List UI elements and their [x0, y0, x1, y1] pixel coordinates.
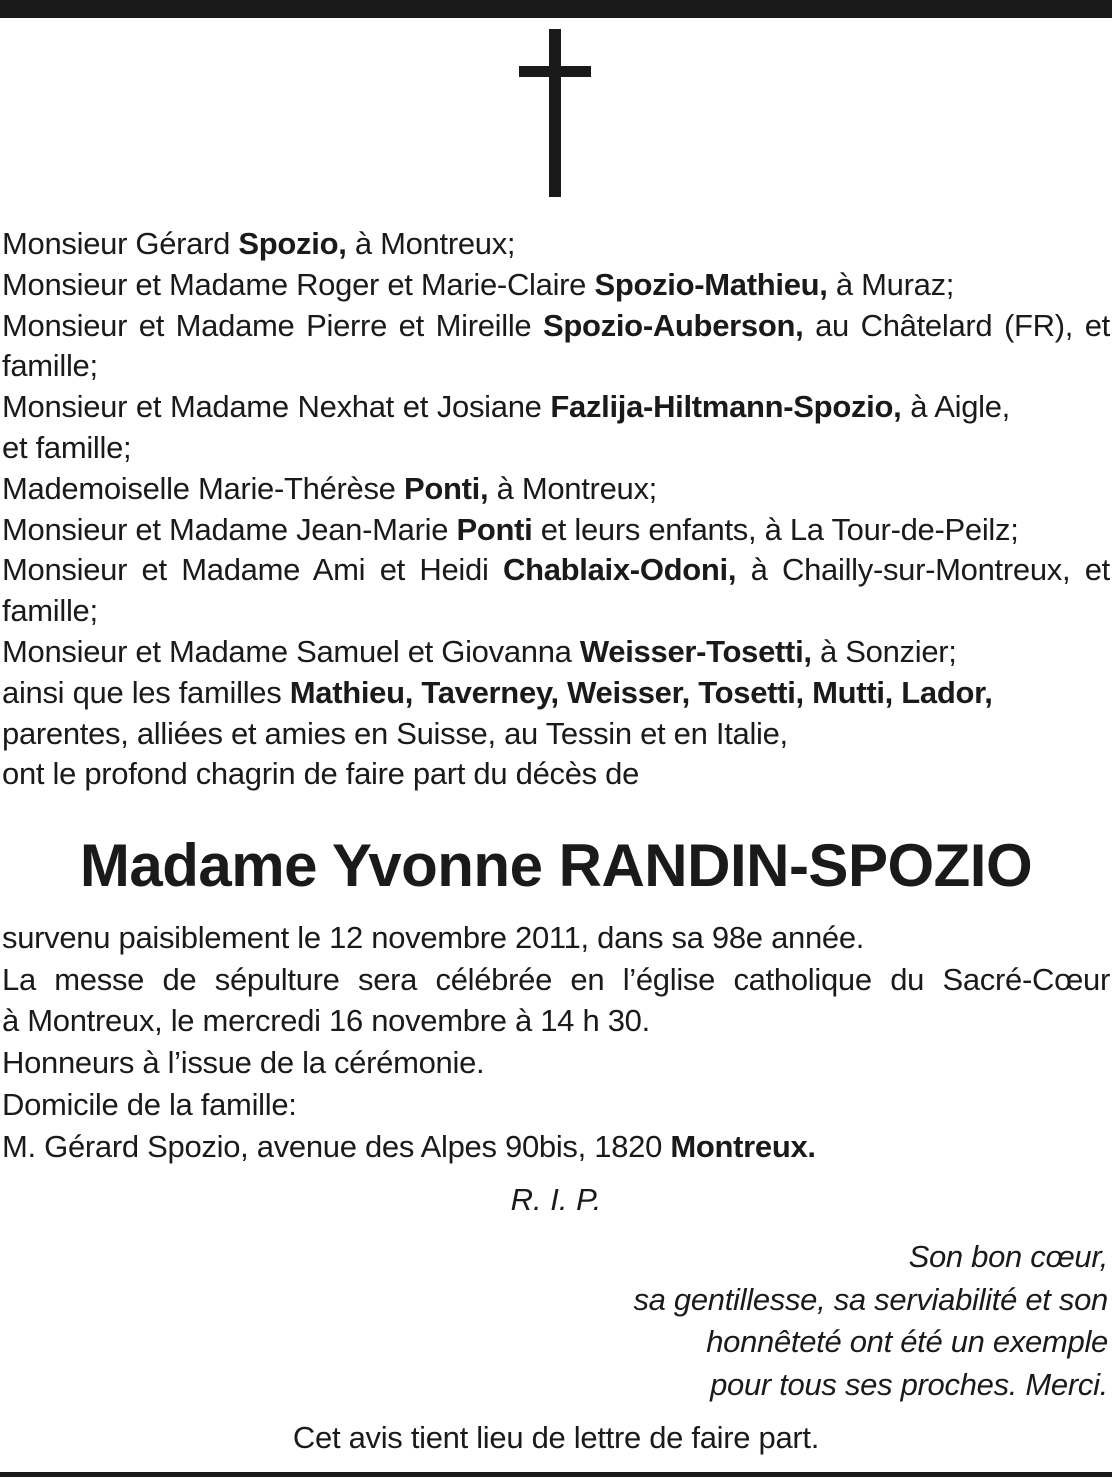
family-line: Monsieur et Madame Pierre et Mireille Spozio-Auberson, au Châtelard (FR), et famille;: [2, 307, 1110, 384]
family-list: [2, 224, 1110, 795]
domicile-label: Domicile de la famille:: [2, 1086, 297, 1122]
deceased-name: Madame Yvonne RANDIN-SPOZIO: [79, 832, 1033, 899]
closing-note: Cet avis tient lieu de lettre de faire part.: [292, 1420, 820, 1455]
tribute-quote: [408, 1236, 1108, 1406]
family-address: M. Gérard Spozio, avenue des Alpes 90bis, 1820 Montreux.: [2, 1128, 816, 1164]
family-line: ainsi que les familles Mathieu, Taverney, Weisser, Tosetti, Mutti, Lador,: [2, 674, 993, 710]
family-line: Monsieur et Madame Jean-Marie Ponti et leurs enfants, à La Tour-de-Peilz;: [2, 511, 1019, 547]
family-line: Monsieur Gérard Spozio, à Montreux;: [2, 226, 516, 261]
passing-date-text: survenu paisiblement le 12 novembre 2011, dans sa 98e année.: [2, 920, 865, 955]
quote-line: honnêteté ont été un exemple: [706, 1324, 1108, 1359]
funeral-details: [2, 917, 1110, 1167]
quote-line: pour tous ses proches. Merci.: [710, 1366, 1108, 1402]
quote-line: sa gentillesse, sa serviabilité et son: [633, 1281, 1108, 1317]
family-line: Monsieur et Madame Ami et Heidi Chablaix-Odoni, à Chailly-sur-Montreux, et famille;: [2, 552, 1110, 629]
rip-text: R. I. P.: [510, 1182, 602, 1217]
family-line: Monsieur et Madame Samuel et Giovanna Weisser-Tosetti, à Sonzier;: [2, 633, 957, 669]
family-line: ont le profond chagrin de faire part du décès de: [2, 756, 640, 792]
family-line: parentes, alliées et amies en Suisse, au Tessin et en Italie,: [2, 715, 788, 751]
cross-icon: [519, 29, 591, 197]
family-line: Monsieur et Madame Nexhat et Josiane Fazlija-Hiltmann-Spozio, à Aigle, et famille;: [2, 389, 1010, 465]
family-line: Monsieur et Madame Roger et Marie-Claire Spozio-Mathieu, à Muraz;: [2, 266, 955, 302]
top-border-rule: [0, 0, 1112, 18]
quote-line: Son bon cœur,: [908, 1239, 1108, 1274]
funeral-mass-text: La messe de sépulture sera célébrée en l’église catholique du Sacré-Cœur: [2, 961, 1110, 997]
family-line: Mademoiselle Marie-Thérèse Ponti, à Montreux;: [2, 470, 657, 506]
funeral-mass-time-text: à Montreux, le mercredi 16 novembre à 14 h 30.: [2, 1003, 650, 1039]
honors-text: Honneurs à l’issue de la cérémonie.: [2, 1045, 485, 1081]
bottom-border-rule: [0, 1472, 1112, 1477]
